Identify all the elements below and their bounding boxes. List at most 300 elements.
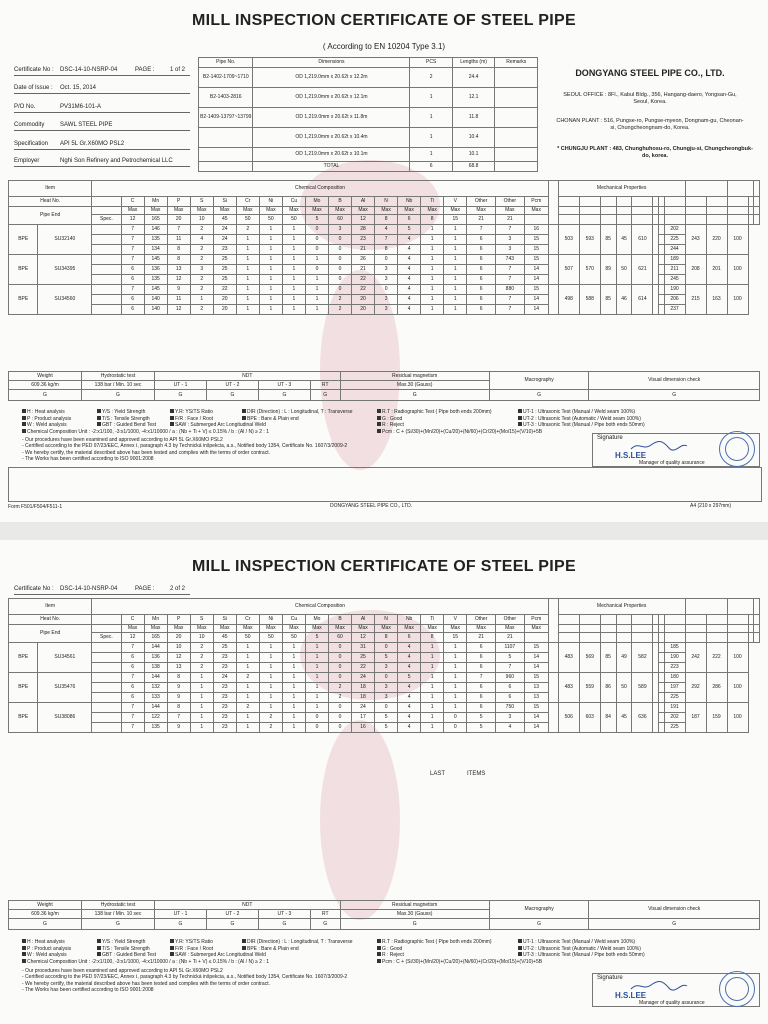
chem-value: 14 — [524, 265, 548, 275]
pipe-end-label: Pipe End — [9, 625, 92, 643]
analysis-type — [92, 683, 121, 693]
pcs: 1 — [410, 148, 452, 162]
heat-label: Heat No. — [9, 197, 92, 207]
element-header: Other — [495, 615, 524, 625]
spec-cell: 6 — [398, 215, 421, 225]
chem-value: 4 — [398, 703, 421, 713]
chem-value: 23 — [213, 723, 236, 733]
chem-value: 1 — [421, 245, 444, 255]
ndt-label: NDT — [155, 372, 341, 381]
chem-value: 1 — [305, 255, 328, 265]
ts-value: 506 — [558, 703, 579, 733]
table-row — [9, 285, 760, 295]
chem-value: 750 — [495, 703, 524, 713]
ts-value: 483 — [558, 673, 579, 703]
chem-value: 1 — [305, 703, 328, 713]
signature-label: Signature — [597, 435, 623, 441]
result-good: G — [206, 919, 258, 930]
chem-value: 4 — [375, 225, 398, 235]
chem-value: 0 — [328, 265, 351, 275]
chem-value: 7 — [495, 663, 524, 673]
spec-cell: 5 — [305, 633, 328, 643]
heat-no: SU34561 — [38, 643, 92, 673]
order-row — [199, 148, 538, 162]
spec-cell: 12 — [121, 633, 144, 643]
spec-cell: 21 — [467, 215, 496, 225]
chem-value: 4 — [398, 643, 421, 653]
max-cell: Max — [282, 625, 305, 633]
chem-value: 7 — [121, 235, 144, 245]
chem-value: 24 — [213, 235, 236, 245]
chem-value: 1 — [421, 673, 444, 683]
chem-value: 743 — [495, 255, 524, 265]
total-label: TOTAL — [253, 162, 410, 172]
mech-sub — [579, 633, 600, 643]
chem-value: 8 — [167, 255, 190, 265]
analysis-type — [92, 653, 121, 663]
hydro-label: Hydrostatic test — [82, 901, 155, 910]
note: - Our procedures have been examined and approved according to API 5L Gr.X60MO PSL2 — [22, 968, 223, 974]
chem-value: 135 — [144, 723, 167, 733]
hardness-value: 237 — [664, 305, 685, 315]
chem-value: 145 — [144, 255, 167, 265]
chem-value: 5 — [495, 653, 524, 663]
chem-value: 8 — [375, 245, 398, 255]
mech-sub — [558, 215, 579, 225]
chem-value: 4 — [398, 683, 421, 693]
chem-value: 6 — [467, 255, 496, 265]
chem-value: 2 — [259, 723, 282, 733]
direction — [548, 703, 558, 733]
order-row — [199, 88, 538, 108]
element-header: B — [328, 615, 351, 625]
chem-value: 6 — [121, 275, 144, 285]
hardness-value: 197 — [664, 683, 685, 693]
residual-value: Max.30 (Gauss) — [340, 381, 489, 390]
chem-value: 1 — [444, 265, 467, 275]
element-header: Cu — [282, 615, 305, 625]
max-cell: Max — [467, 625, 496, 633]
mech-sub — [616, 625, 632, 633]
chem-value: 2 — [328, 295, 351, 305]
chem-value: 0 — [375, 255, 398, 265]
chem-value: 2 — [236, 703, 259, 713]
chem-value: 0 — [375, 703, 398, 713]
chem-value: 1 — [259, 245, 282, 255]
chem-value: 145 — [144, 285, 167, 295]
chem-value: 8 — [167, 673, 190, 683]
max-cell: Max — [328, 625, 351, 633]
ys-value: 570 — [579, 255, 600, 285]
po-number: PV31M6-101-A — [60, 104, 102, 110]
chem-value: 1 — [282, 703, 305, 713]
chem-value: 6 — [467, 235, 496, 245]
document-title: MILL INSPECTION CERTIFICATE OF STEEL PIPE — [192, 12, 576, 29]
chem-value: 12 — [167, 275, 190, 285]
length: 10.4 — [452, 128, 495, 148]
chem-value: 1 — [444, 225, 467, 235]
document-title: MILL INSPECTION CERTIFICATE OF STEEL PIPE — [192, 558, 576, 575]
chem-value: 18 — [352, 693, 375, 703]
chem-value: 2 — [328, 305, 351, 315]
chem-value: 1 — [421, 713, 444, 723]
chem-value: 0 — [305, 235, 328, 245]
spec-cell: 12 — [352, 633, 375, 643]
chem-value: 7 — [467, 673, 496, 683]
chem-value: 1 — [190, 683, 213, 693]
inspection-data-table — [8, 180, 760, 315]
length: 12.1 — [452, 88, 495, 108]
analysis-type — [92, 245, 121, 255]
spec-cell: 12 — [352, 215, 375, 225]
pcs: 2 — [410, 68, 452, 88]
analysis-type — [92, 673, 121, 683]
chem-value: 1 — [282, 305, 305, 315]
chem-value: 140 — [144, 295, 167, 305]
element-header: Ti — [421, 615, 444, 625]
element-header: Mn — [144, 197, 167, 207]
chem-value: 23 — [213, 245, 236, 255]
ts-value: 483 — [558, 643, 579, 673]
mech-sub — [579, 615, 600, 625]
mech-sub — [616, 197, 632, 207]
chem-value: 6 — [495, 693, 524, 703]
cvn-value: 215 — [685, 285, 706, 315]
chem-value: 16 — [524, 225, 548, 235]
chem-value: 1 — [190, 723, 213, 733]
max-cell: Max — [398, 207, 421, 215]
element-header: Mn — [144, 615, 167, 625]
chem-value: 24 — [352, 673, 375, 683]
mech-sub — [616, 215, 632, 225]
hard-sub — [727, 615, 748, 625]
mech-sub — [579, 625, 600, 633]
chem-value: 9 — [167, 683, 190, 693]
signer-title: Manager of quality assurance — [639, 1000, 705, 1006]
chem-value: 23 — [213, 713, 236, 723]
element-header: Pcm — [524, 197, 548, 207]
chem-value: 135 — [144, 275, 167, 285]
chem-value: 2 — [190, 305, 213, 315]
chem-value: 3 — [495, 235, 524, 245]
mech-sub — [727, 215, 748, 225]
residual-value: Max.30 (Gauss) — [340, 910, 489, 919]
blank — [92, 197, 121, 207]
spec-label: Spec. — [92, 633, 121, 643]
hardness-value: 223 — [664, 663, 685, 673]
impact-test-header — [727, 599, 754, 615]
certificate-page-2 — [0, 540, 768, 1024]
result-good: G — [258, 919, 310, 930]
max-cell: Max — [352, 207, 375, 215]
chem-value: 25 — [213, 643, 236, 653]
spec-cell: 50 — [259, 215, 282, 225]
el-value: 49 — [616, 643, 632, 673]
result-good: G — [489, 919, 589, 930]
yr-value: 85 — [600, 643, 616, 673]
hydro-value: 138 bar / Min. 10 sec — [82, 381, 155, 390]
chem-value: 6 — [467, 693, 496, 703]
total-length: 68.8 — [452, 162, 495, 172]
chem-value: 4 — [398, 265, 421, 275]
chem-value: 1 — [282, 663, 305, 673]
chem-value: 7 — [121, 245, 144, 255]
hard-sub — [685, 615, 706, 625]
item-cell: BPE — [9, 255, 38, 285]
spec-cell: 5 — [305, 215, 328, 225]
el-value: 50 — [616, 255, 632, 285]
chem-value: 1 — [282, 713, 305, 723]
max-cell: Max — [190, 207, 213, 215]
chonan-plant: CHONAN PLANT : 516, Pungse-ro, Pungse-myeon, Dongnam-gu, Cheonan-si, Chungcheongnam-do, Korea. — [556, 118, 744, 131]
dwt-value: 100 — [727, 285, 748, 315]
chem-value: 1 — [421, 683, 444, 693]
chem-value: 1 — [236, 713, 259, 723]
chem-value: 146 — [144, 225, 167, 235]
chem-value: 1 — [282, 285, 305, 295]
remarks — [495, 128, 538, 148]
mech-sub — [600, 207, 616, 215]
page-label: PAGE : — [135, 67, 155, 73]
page-number: 1 of 2 — [170, 67, 186, 73]
chem-value: 1 — [190, 693, 213, 703]
cvn-value: 163 — [706, 285, 727, 315]
chem-value: 1 — [236, 653, 259, 663]
chem-value: 1 — [259, 275, 282, 285]
chem-value: 3 — [495, 713, 524, 723]
company-seal — [719, 431, 755, 467]
max-cell: Max — [259, 625, 282, 633]
chem-value: 1 — [282, 653, 305, 663]
chem-value: 24 — [213, 673, 236, 683]
chem-value: 25 — [213, 255, 236, 265]
element-header: Ni — [259, 197, 282, 207]
element-header: N — [375, 197, 398, 207]
dwt-value: 100 — [727, 643, 748, 673]
yr-value: 84 — [600, 703, 616, 733]
chem-value: 0 — [375, 643, 398, 653]
chem-value: 5 — [467, 723, 496, 733]
result-good: G — [310, 390, 340, 401]
max-cell: Max — [144, 207, 167, 215]
chem-value: 1 — [421, 723, 444, 733]
mech-sub — [600, 197, 616, 207]
ts-value: 498 — [558, 285, 579, 315]
pipe-no: B2-1403-2816 — [199, 88, 253, 108]
el-value: 46 — [616, 285, 632, 315]
hardness-header — [685, 181, 727, 197]
element-header: Al — [352, 615, 375, 625]
result-good: G — [206, 390, 258, 401]
chem-value: 0 — [328, 275, 351, 285]
chem-value: 1 — [259, 295, 282, 305]
dimensions: OD 1,219.0mm x 20.62t x 12.1m — [253, 88, 410, 108]
chem-value: 1 — [305, 305, 328, 315]
chem-value: 1 — [236, 235, 259, 245]
max-cell: Max — [375, 207, 398, 215]
element-header: Cr — [236, 615, 259, 625]
hardness-value: 190 — [664, 653, 685, 663]
max-cell: Max — [282, 207, 305, 215]
chem-value: 0 — [328, 235, 351, 245]
chem-value: 15 — [524, 235, 548, 245]
hardness-base: 180 — [664, 673, 685, 683]
mech-sub — [727, 207, 748, 215]
weight-label: Weight — [9, 372, 82, 381]
chem-value: 17 — [352, 713, 375, 723]
employer: Nghi Son Refinery and Petrochemical LLC — [60, 158, 173, 164]
chem-value: 1 — [282, 255, 305, 265]
chem-value: 136 — [144, 653, 167, 663]
chem-value: 0 — [375, 285, 398, 295]
chem-value: 10 — [167, 643, 190, 653]
chem-value: 4 — [398, 663, 421, 673]
element-header: P — [167, 197, 190, 207]
chem-value: 7 — [121, 225, 144, 235]
chem-value: 31 — [352, 643, 375, 653]
chem-value: 1 — [236, 663, 259, 673]
commodity-label: Commodity — [14, 122, 45, 128]
hard-sub — [754, 197, 760, 207]
chem-value: 1 — [190, 713, 213, 723]
chem-value: 12 — [167, 653, 190, 663]
chem-value: 6 — [467, 305, 496, 315]
chem-value: 6 — [121, 305, 144, 315]
ndt-label: NDT — [155, 901, 341, 910]
element-header: Mo — [305, 615, 328, 625]
chem-value: 9 — [167, 285, 190, 295]
max-cell: Max — [375, 625, 398, 633]
hardness-base: 190 — [664, 285, 685, 295]
chem-value: 0 — [375, 673, 398, 683]
chem-value: 1 — [305, 295, 328, 305]
spec-cell: 15 — [444, 633, 467, 643]
residual-label: Residual magnetism — [340, 901, 489, 910]
chem-value: 1 — [282, 275, 305, 285]
max-cell: Max — [495, 625, 524, 633]
result-good: G — [589, 919, 760, 930]
hardness-header — [685, 599, 727, 615]
analysis-type — [92, 663, 121, 673]
signer-name: H.S.LEE — [615, 991, 647, 1000]
mech-sub — [600, 615, 616, 625]
chem-value: 2 — [190, 643, 213, 653]
element-header: P — [167, 615, 190, 625]
chem-value: 23 — [213, 653, 236, 663]
heat-no: SU34560 — [38, 285, 92, 315]
ut1-label: UT - 1 — [155, 381, 207, 390]
element-header: Nb — [398, 615, 421, 625]
element-header: N — [375, 615, 398, 625]
chem-value: 1 — [282, 295, 305, 305]
item-cell: BPE — [9, 285, 38, 315]
note: - The Works has been certified according to ISO 9001:2008 — [22, 456, 154, 463]
spec-cell: 12 — [121, 215, 144, 225]
direction — [548, 673, 558, 703]
spec-cell: 10 — [190, 633, 213, 643]
chem-value: 144 — [144, 703, 167, 713]
certificate-no: DSC-14-10-NSRP-04 — [60, 67, 118, 73]
chem-value: 23 — [213, 683, 236, 693]
items-label: ITEMS — [467, 771, 486, 777]
max-cell: Max — [190, 625, 213, 633]
analysis-type — [92, 255, 121, 265]
signer-title: Manager of quality assurance — [639, 460, 705, 466]
cvn-value: 159 — [706, 703, 727, 733]
hard-sub — [706, 197, 727, 207]
chem-value: 1 — [190, 703, 213, 713]
chem-value: 14 — [524, 663, 548, 673]
pipe-no: B2-1409-13797~13799 — [199, 108, 253, 128]
chem-value: 1 — [259, 663, 282, 673]
gbt-value: 614 — [632, 285, 653, 315]
chem-value: 14 — [524, 295, 548, 305]
spec-cell: 20 — [167, 215, 190, 225]
spec-cell — [524, 633, 548, 643]
dwt-value: 100 — [727, 225, 748, 255]
ut3-label: UT - 3 — [258, 381, 310, 390]
chem-value: 2 — [190, 653, 213, 663]
note: - Our procedures have been examined and approved according to API 5L Gr.X60MO PSL2 — [22, 437, 223, 443]
seoul-office: SEOUL OFFICE : 8Fl., Kabul Bldg., 356, Hangang-daero, Yongsan-Gu, Seoul, Korea. — [563, 92, 737, 105]
spec-cell: 45 — [213, 633, 236, 643]
mech-sub — [706, 625, 727, 633]
chem-value: 0 — [305, 713, 328, 723]
pcs: 1 — [410, 88, 452, 108]
employer-label: Employer — [14, 158, 40, 164]
pipe-no — [199, 128, 253, 148]
max-cell: Max — [495, 207, 524, 215]
test-summary-table — [8, 371, 760, 401]
chem-value: 15 — [524, 673, 548, 683]
chem-value: 1 — [259, 225, 282, 235]
chem-value: 22 — [352, 285, 375, 295]
element-header: Ni — [259, 615, 282, 625]
chem-value: 0 — [444, 713, 467, 723]
table-row — [9, 643, 760, 653]
page-number: 2 of 2 — [170, 586, 186, 592]
mech-sub — [579, 207, 600, 215]
chem-value: 1 — [444, 663, 467, 673]
mech-sub — [685, 215, 706, 225]
ts-value: 507 — [558, 255, 579, 285]
company-name: DONGYANG STEEL PIPE CO., LTD. — [575, 68, 725, 78]
pipe-no — [199, 148, 253, 162]
dimensions: OD 1,219.0mm x 20.62t x 11.8m — [253, 108, 410, 128]
chem-value: 1 — [236, 683, 259, 693]
chem-value: 5 — [467, 713, 496, 723]
chem-value: 14 — [524, 653, 548, 663]
spec-cell: 21 — [495, 215, 524, 225]
table-row — [9, 255, 760, 265]
chem-value: 23 — [213, 703, 236, 713]
chem-value: 3 — [375, 663, 398, 673]
chem-value: 6 — [121, 693, 144, 703]
legend: H : Heat analysis Y/S : Yield Strength Y.R: YS/TS Ratio DIR (Direction) : L : Longitudinal, T : Transverse R.T : Radiographic Test ( Pipe both ends 200mm) UT-1 : Ultrasonic Test (Manual / Weld seam 100%) P : Product analysis T/S : Tensile Strength F/R : Face / Root BPE : Bare & Plain end G : Good UT-2 : Ultrasonic Test (Automatic / Weld seam 100%) W : Weld analysis GBT : Guided Bend Test SAW : Submerged Arc Longitudinal Weld R : Reject UT-3 : Ultrasonic Test (Manual / Pipe both ends 50mm) Chemical Composition Unit : -2:x1/100, -3:x1/1000, -4:x1/10000 / a : (Nb + Ti + V) ≤ 0.15% / b : (Al / N) ≥ 2 : 1 Pcm : C + (Si/30)+(Mn/20)+(Cu/20)+(Ni/60)+(Cr/20)+(Mo/15)+(V/10)+5B — [22, 939, 269, 965]
chem-value: 15 — [524, 643, 548, 653]
chem-value: 1 — [444, 703, 467, 713]
element-header: Mo — [305, 197, 328, 207]
chem-value: 3 — [328, 225, 351, 235]
item-label: Item — [9, 599, 92, 615]
max-cell: Max — [121, 625, 144, 633]
chem-value: 140 — [144, 305, 167, 315]
analysis-type — [92, 225, 121, 235]
max-cell: Max — [398, 625, 421, 633]
chem-value: 132 — [144, 683, 167, 693]
chem-value: 4 — [398, 275, 421, 285]
max-cell: Max — [121, 207, 144, 215]
